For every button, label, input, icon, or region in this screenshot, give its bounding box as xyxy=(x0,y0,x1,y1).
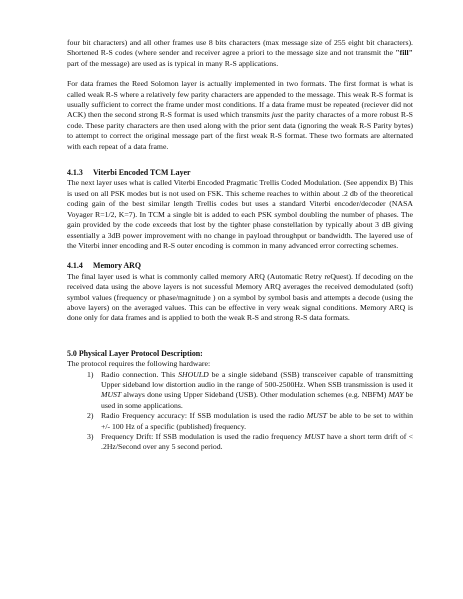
item-text: be able to be set to within +/- 100 Hz of a specific (published) frequency. xyxy=(101,411,413,431)
item-emphasis: MAY xyxy=(388,390,404,400)
section-number: 4.1.4 xyxy=(67,261,83,271)
list-marker: 1) xyxy=(87,369,94,379)
item-text: Radio Frequency accuracy: If SSB modulation is used the radio xyxy=(101,411,307,421)
item-emphasis: SHOULD xyxy=(178,369,209,379)
list-marker: 3) xyxy=(87,432,94,441)
section-title: Viterbi Encoded TCM Layer xyxy=(93,168,191,178)
intro-paragraph-1 xyxy=(67,38,413,69)
item-text: Frequency Drift: If SSB modulation is used the radio frequency xyxy=(101,432,305,441)
hardware-requirements-list xyxy=(67,370,413,453)
item-emphasis: MUST xyxy=(101,390,122,400)
item-emphasis: MUST xyxy=(304,432,325,441)
item-text: be used in some applications. xyxy=(101,390,413,410)
intro-p1-tail: part of the message) are used as is typical in many R-S applications. xyxy=(67,58,279,68)
intro-p2-b: the parity charactes of a more robust R-S code. These parity characters are then used along with the prior sent data (ignoring the weak R-S Parity bytes) to attempt to correct the original message part of the first weak R-S format. These two formats are alternated with each repeat of a data frame. xyxy=(67,110,413,151)
item-text: have a short term drift of < .2Hz/Second over any 5 second period. xyxy=(101,432,413,452)
intro-paragraph-2 xyxy=(67,79,413,152)
section-heading-4-1-3 xyxy=(67,168,413,178)
section-4-1-4-body: The final layer used is what is commonly called memory ARQ (Automatic Retry reQuest). If decoding on the received data using the above layers is not sucessful Memory ARQ averages the received demodulated (soft) symbol values (frequency or phase/magnitude ) on a symbol by symbol basis and attempts a decode (using the above layers) on the averaged values. This can be effective in very weak signal conditions. Memory ARQ is done only for data frames and is applied to both the weak R-S and strong R-S data formats. xyxy=(67,271,413,323)
section-heading-4-1-4 xyxy=(67,261,413,271)
fill-term: "fill" xyxy=(395,48,413,58)
intro-p2-a: For data frames the Reed Solomon layer is actually implemented in two formats. The first format is what is called weak R-S where a relatively few parity characters are appended to the message. This weak R-S format is usually sufficient to correct the frame under most conditions. If a data frame must be repeated (reciever did not ACK) then the second strong R-S format is used which transmits xyxy=(67,79,413,120)
list-item xyxy=(87,432,413,453)
item-emphasis: MUST xyxy=(306,411,327,421)
section-4-1-3-body: The next layer uses what is called Viterbi Encoded Pragmatic Trellis Coded Modulation. (See appendix B) This is used on all PSK modes but is not used on FSK. This scheme reaches to within about .2 db of the theoretical coding gain of the best similar length Trellis codes but uses a standard Viterbi encoder/decoder (NASA Voyager R=1/2, K=7). In TCM a single bit is added to each PSK symbol doubling the number of phases. The gain provided by the code exceeds that lost by the tighter phase constellation by typically about 3 dB giving essentially a 3dB power improvement with no change in payload throughput or bandwidth. The layered use of the Viterbi inner encoding and R-S outer encoding is common in many advanced error correcting schemes. xyxy=(67,178,413,250)
list-marker: 2) xyxy=(87,411,94,421)
list-item xyxy=(87,411,413,432)
section-number: 4.1.3 xyxy=(67,168,83,178)
item-text: always done using Upper Sideband (USB). Other modulation schemes (e.g. NBFM) xyxy=(121,390,389,400)
list-item xyxy=(87,370,413,412)
item-text: be a single sideband (SSB) transceiver capable of transmitting Upper sideband low distortion audio in the range of 500-2500Hz. When SSB transmission is used it xyxy=(101,369,413,389)
intro-p1-text: four bit characters) and all other frames use 8 bits characters (max message size of 255 eight bit characters). Shortened R-S codes (where sender and receiver agree a priori to the message size and not transmit the xyxy=(67,38,413,58)
section-heading-5-0: 5.0 Physical Layer Protocol Description: xyxy=(67,348,203,358)
section-5-0-lead: The protocol requires the following hardware: xyxy=(67,359,211,369)
section-title: Memory ARQ xyxy=(93,261,141,271)
intro-p2-emphasis: just xyxy=(271,110,283,120)
item-text: Radio connection. This xyxy=(101,369,179,379)
